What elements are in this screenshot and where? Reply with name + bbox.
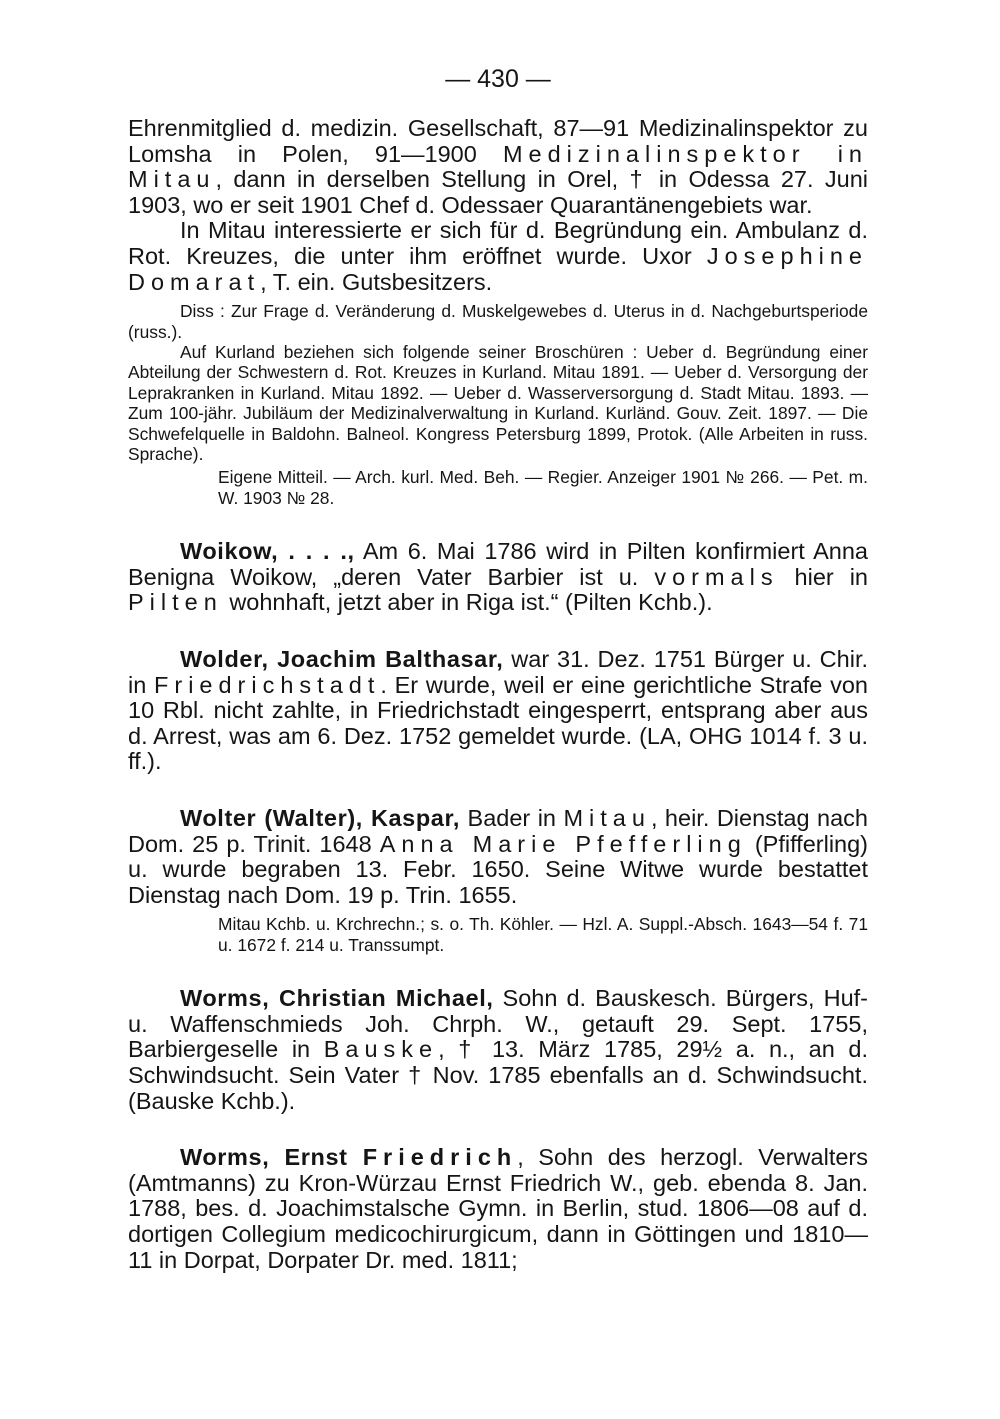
- entry-body: Bader in: [460, 804, 564, 831]
- entry-wolder: [128, 647, 868, 775]
- entry-name: Worms, Christian Michael,: [180, 985, 494, 1012]
- intro-paragraph-mitau: [128, 218, 868, 295]
- document-page: [128, 62, 868, 1273]
- brochures-note: Auf Kurland beziehen sich folgende seiner Broschüren : Ueber d. Begründung einer Abteilung der Schwestern d. Rot. Kreuzes in Kurland. Mitau 1891. — Ueber d. Versorgung der Leprakranken in Kurland. Mitau 1892. — Ueber d. Wasserversorgung d. Stadt Mitau. 1893. — Zum 100-jähr. Jubiläum der Medizinalverwaltung in Kurland. Kurländ. Gouv. Zeit. 1897. — Die Schwefelquelle in Baldohn. Balneol. Kongress Petersburg 1899, Protok. (Alle Arbeiten in russ. Sprache).: [128, 341, 868, 464]
- entry-body: hier in: [778, 563, 868, 590]
- entry-body: , † 13. März 1785, 29½ a. n., an d. Schwindsucht. Sein Vater † Nov. 1785 ebenfalls an d. Schwindsucht. (Bauske Kchb.).: [128, 1036, 868, 1114]
- entry-text: [128, 986, 868, 1114]
- intro-text: , dann in derselben Stellung in Orel, † in Odessa 27. Juni 1903, wo er seit 1901 Chef d. Odessaer Quarantänengebiets war.: [128, 166, 868, 218]
- intro-paragraph: [128, 116, 868, 218]
- entry-text: [128, 806, 868, 908]
- entry-wolter: [128, 806, 868, 955]
- page-number: — 430 —: [445, 65, 551, 93]
- spaced-text: Friedrichstadt: [154, 671, 381, 698]
- entry-body: , heir. Dienstag nach Dom. 25 p. Trinit. 1648: [128, 804, 868, 857]
- entry-text: [128, 1145, 868, 1273]
- entry-body: (Pfifferling) u. wurde begraben 13. Febr. 1650. Seine Witwe wurde bestattet Dienstag nach Dom. 19 p. Trin. 1655.: [128, 830, 869, 908]
- entry-name: Wolder, Joachim Balthasar,: [180, 646, 504, 672]
- dissertation-note: Diss : Zur Frage d. Veränderung d. Muskelgewebes d. Uterus in d. Nachgeburtsperiode (russ.).: [128, 301, 868, 342]
- entry-source-note: Mitau Kchb. u. Krchrechn.; s. o. Th. Köhler. — Hzl. A. Suppl.-Absch. 1643—54 f. 71 u. 1672 f. 214 u. Transsumpt.: [218, 914, 868, 955]
- spaced-text: Mitau: [563, 804, 651, 831]
- spaced-text: Anna Marie Pfefferling: [379, 830, 747, 857]
- spaced-text: Bauske: [323, 1036, 439, 1063]
- entry-text: [128, 647, 868, 775]
- entry-body: wohnhaft, jetzt aber in Riga ist.“ (Pilten Kchb.).: [222, 589, 713, 616]
- entry-body: war 31. Dez. 1751 Bürger u. Chir. in: [128, 646, 868, 698]
- entry-body: , Sohn des herzogl. Verwalters (Amtmanns) zu Kron-Würzau Ernst Friedrich W., geb. ebenda 8. Jan. 1788, bes. d. Joachimstalsche Gymn. in Berlin, stud. 1806—08 auf d. dortigen Collegium medicochirurgicum, dann in Göttingen und 1810—11 in Dorpat, Dorpater Dr. med. 1811;: [128, 1144, 868, 1273]
- intro-text: Ehrenmitglied d. medizin. Gesellschaft, 87—91 Medizinalinspektor zu Lomsha in Polen, 91—1900: [128, 115, 868, 167]
- entry-text: [128, 539, 868, 616]
- entry-body: Am 6. Mai 1786 wird in Pilten konfirmiert Anna Benigna Woikow, „deren Vater Barbier ist u.: [128, 538, 868, 590]
- entry-body: . Er wurde, weil er eine gerichtliche Strafe von 10 Rbl. nicht zahlte, in Friedrichstadt eingesperrt, entsprang aber aus d. Arrest, was am 6. Dez. 1752 gemeldet wurde. (LA, OHG 1014 f. 3 u. ff.).: [128, 671, 868, 775]
- sources-note: Eigene Mitteil. — Arch. kurl. Med. Beh. — Regier. Anzeiger 1901 № 266. — Pet. m. W. 1903 № 28.: [218, 467, 868, 508]
- entry-woikow: [128, 539, 868, 616]
- entry-body: Sohn d. Bauskesch. Bürgers, Huf- u. Waffenschmieds Joh. Chrph. W., getauft 29. Sept. 1755, Barbiergeselle in: [128, 985, 868, 1063]
- entry-worms-ernst: [128, 1145, 868, 1273]
- entry-name: Wolter (Walter), Kaspar,: [180, 804, 461, 831]
- spaced-text: Josephine Domarat: [128, 242, 868, 295]
- spaced-text: Pilten: [128, 589, 223, 616]
- entry-name: Worms, Ernst: [180, 1144, 363, 1171]
- spaced-text: vormals: [654, 563, 779, 590]
- intro-text: , T. ein. Gutsbesitzers.: [260, 268, 493, 295]
- entry-name: Woikow, . . . .,: [180, 538, 355, 565]
- intro-text: In Mitau interessierte er sich für d. Begründung ein. Ambulanz d. Rot. Kreuzes, die unter ihm eröffnet wurde. Uxor: [128, 217, 868, 269]
- spaced-text: Medizinalinspektor in Mitau: [128, 140, 868, 193]
- entry-worms-christian: [128, 986, 868, 1114]
- entry-name-spaced: Friedrich: [362, 1144, 518, 1171]
